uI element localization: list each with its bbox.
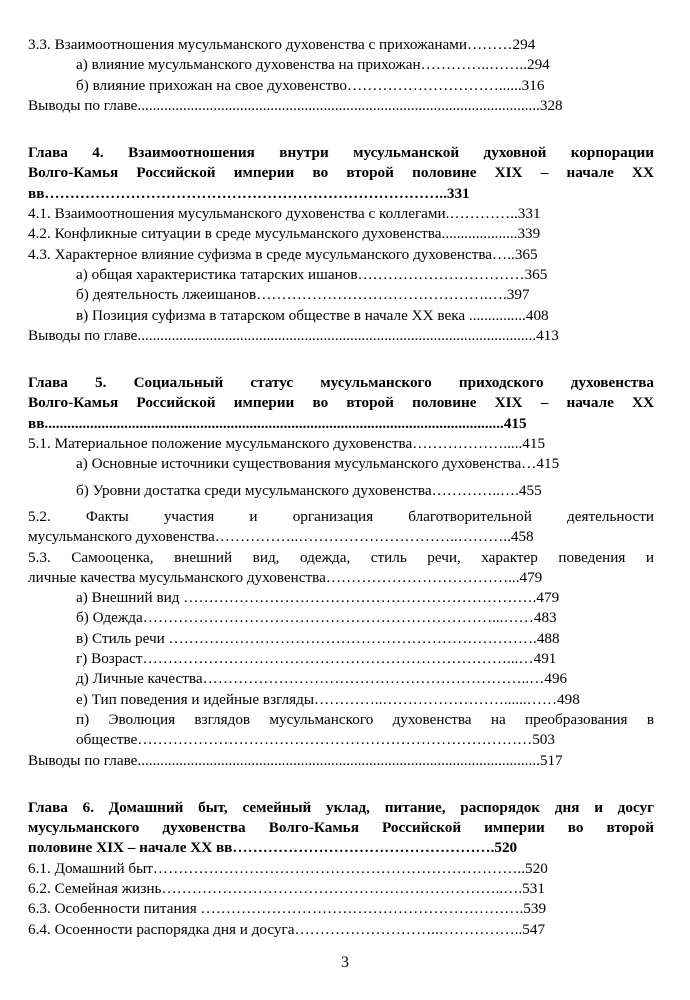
toc-entry: 5.3. Самооценка, внешний вид, одежда, стиль речи, характер поведения и: [28, 548, 654, 566]
toc-chapter-line: Волго-Камья Российской империи во второй половине XIX – начале XX: [28, 394, 654, 412]
table-of-contents: [28, 35, 654, 940]
toc-subentry: а) Внешний вид …………………………………………………………….479: [76, 589, 560, 607]
toc-entry: 5.2. Факты участия и организация благотворительной деятельности: [28, 507, 654, 525]
toc-chapter-line: Глава 5. Социальный статус мусульманского приходского духовенства: [28, 374, 654, 392]
toc-subentry: п) Эволюция взглядов мусульманского духовенства на преобразования в: [76, 710, 654, 728]
toc-entry: 6.4. Осоенности распорядка дня и досуга………………………..……………..547: [28, 920, 546, 938]
toc-entry: мусульманского духовенства……………..…………………………..………..458: [28, 528, 534, 546]
toc-entry: 6.3. Особенности питания ……………………………………………………….539: [28, 900, 547, 918]
toc-chapter-line: вв……………………………………………………………………..331: [28, 184, 470, 202]
toc-chapter-line: вв.........................................................................................................................415: [28, 414, 527, 432]
toc-entry: 3.3. Взаимоотношения мусульманского духовенства с прихожанами………294: [28, 36, 536, 53]
toc-subentry: б) Одежда……………………………………………………………...……483: [76, 609, 557, 627]
toc-entry: 5.1. Материальное положение мусульманского духовенства……………….....415: [28, 435, 546, 453]
toc-entry: 4.3. Характерное влияние суфизма в среде мусульманского духовенства…..365: [28, 245, 538, 263]
toc-entry: 6.1. Домашний быт………………………………………………………………..520: [28, 859, 548, 877]
toc-chapter-line: половине XIX – начале XX вв…………………………………………….520: [28, 839, 518, 857]
page-number: 3: [341, 954, 349, 971]
toc-chapter-line: Глава 6. Домашний быт, семейный уклад, питание, распорядок дня и досуг: [28, 798, 654, 816]
toc-entry: 4.1. Взаимоотношения мусульманского духовенства с коллегами.…………..331: [28, 205, 541, 223]
toc-subentry: а) влияние мусульманского духовенства на прихожан…………..……..294: [76, 56, 550, 74]
toc-subentry: б) влияние прихожан на свое духовенство…………………………......316: [76, 76, 545, 94]
toc-subentry: е) Тип поведения и идейные взгляды…………..……………………......……498: [76, 690, 580, 708]
toc-subentry: б) Уровни достатка среди мусульманского духовенства…………..….455: [76, 481, 542, 499]
toc-subentry: а) Основные источники существования мусульманского духовенства…415: [76, 455, 560, 473]
toc-subentry: в) Позиция суфизма в татарском обществе в начале ХХ века ...............408: [76, 306, 549, 324]
section-gap: [28, 116, 654, 143]
toc-entry: личные качества мусульманского духовенства………………………………...479: [28, 568, 543, 586]
toc-subentry: обществе……………………………………………………………………503: [76, 731, 555, 749]
section-gap: [28, 346, 654, 373]
toc-entry: Выводы по главе..........................................................................................................517: [28, 751, 563, 769]
toc-entry: 4.2. Конфликные ситуации в среде мусульманского духовенства....................339: [28, 225, 541, 243]
section-gap: [28, 771, 654, 798]
toc-subentry: д) Личные качества………………………………………………………..…496: [76, 670, 568, 688]
toc-chapter-line: мусульманского духовенства Волго-Камья Российской империи во второй: [28, 819, 654, 837]
toc-subentry: г) Возраст………………………………………………………………...…491: [76, 650, 557, 668]
toc-subentry: б) деятельность лжеишанов……………………………………….….397: [76, 286, 530, 304]
toc-subentry: в) Стиль речи ……………………………………………………………….488: [76, 629, 560, 647]
toc-entry: Выводы по главе.........................................................................................................413: [28, 326, 559, 344]
toc-chapter-line: Глава 4. Взаимоотношения внутри мусульманской духовной корпорации: [28, 144, 654, 162]
toc-chapter-line: Волго-Камья Российской империи во второй половине XIX – начале XX: [28, 164, 654, 182]
toc-entry: Выводы по главе..........................................................................................................328: [28, 96, 563, 114]
toc-subentry: а) общая характеристика татарских ишанов……………………………365: [76, 265, 548, 283]
toc-entry: 6.2. Семейная жизнь…………………………………………………………..….531: [28, 879, 545, 897]
